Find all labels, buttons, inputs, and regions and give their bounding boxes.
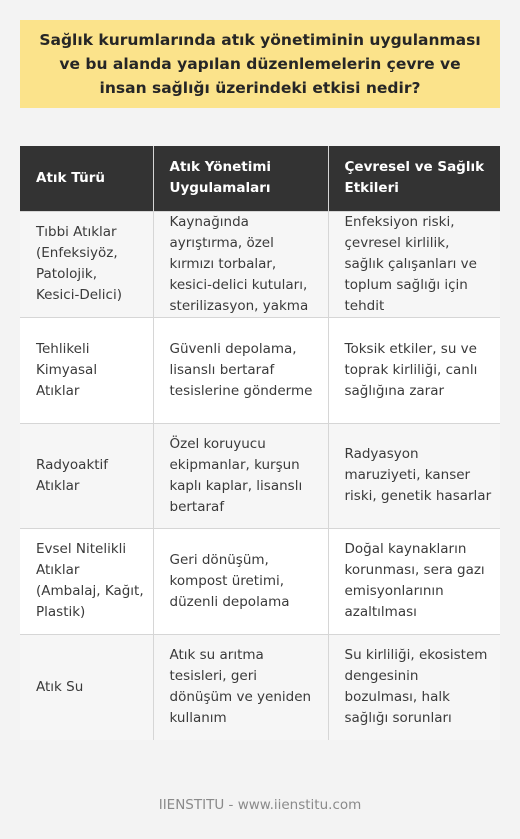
cell-effect: Doğal kaynakların korunması, sera gazı emisyonlarının azaltılması <box>328 528 500 634</box>
cell-practice: Güvenli depolama, lisanslı bertaraf tesislerine gönderme <box>153 317 328 423</box>
question-text: Sağlık kurumlarında atık yönetiminin uygulanması ve bu alanda yapılan düzenlemelerin çevre ve insan sağlığı üzerindeki etkisi nedir? <box>39 31 481 97</box>
question-banner <box>20 20 500 108</box>
cell-effect: Radyasyon maruziyeti, kanser riski, genetik hasarlar <box>328 423 500 528</box>
table-header-row <box>20 146 500 211</box>
cell-effect: Su kirliliği, ekosistem dengesinin bozulması, halk sağlığı sorunları <box>328 634 500 740</box>
table-row <box>20 211 500 317</box>
table-row <box>20 528 500 634</box>
table-row <box>20 317 500 423</box>
cell-effect: Toksik etkiler, su ve toprak kirliliği, canlı sağlığına zarar <box>328 317 500 423</box>
header-management-practices: Atık Yönetimi Uygulamaları <box>153 146 328 211</box>
table-row <box>20 423 500 528</box>
cell-effect: Enfeksiyon riski, çevresel kirlilik, sağlık çalışanları ve toplum sağlığı için tehdit <box>328 211 500 317</box>
cell-waste-type: Radyoaktif Atıklar <box>20 423 153 528</box>
waste-table <box>20 146 500 740</box>
footer-credit: IIENSTITU - www.iienstitu.com <box>158 797 362 813</box>
cell-practice: Özel koruyucu ekipmanlar, kurşun kaplı kaplar, lisanslı bertaraf <box>153 423 328 528</box>
cell-practice: Kaynağında ayrıştırma, özel kırmızı torbalar, kesici-delici kutuları, sterilizasyon, yakma <box>153 211 328 317</box>
cell-practice: Geri dönüşüm, kompost üretimi, düzenli depolama <box>153 528 328 634</box>
cell-waste-type: Atık Su <box>20 634 153 740</box>
cell-waste-type: Evsel Nitelikli Atıklar (Ambalaj, Kağıt, Plastik) <box>20 528 153 634</box>
table-row <box>20 634 500 740</box>
cell-waste-type: Tıbbi Atıklar (Enfeksiyöz, Patolojik, Kesici-Delici) <box>20 211 153 317</box>
cell-practice: Atık su arıtma tesisleri, geri dönüşüm ve yeniden kullanım <box>153 634 328 740</box>
cell-waste-type: Tehlikeli Kimyasal Atıklar <box>20 317 153 423</box>
header-waste-type: Atık Türü <box>20 146 153 211</box>
header-effects: Çevresel ve Sağlık Etkileri <box>328 146 500 211</box>
